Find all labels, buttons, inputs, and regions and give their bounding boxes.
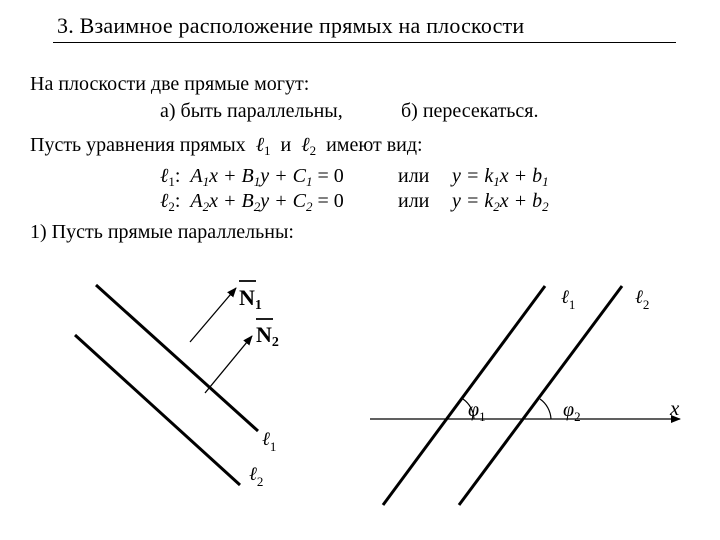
item-1-text: 1) Пусть прямые параллельны:: [30, 221, 294, 243]
slide-title: 3. Взаимное расположение прямых на плоскости: [57, 13, 525, 38]
intro-text: На плоскости две прямые могут:: [30, 73, 310, 95]
normal-vector-n2: [205, 336, 252, 393]
intersecting-axis-figure: [370, 286, 680, 505]
left-l1-label: ℓ$_1$: [262, 429, 277, 454]
case-b-text: б) пересекаться.: [401, 100, 539, 122]
general-equation-1: $A_1x + B_1y + C_1 = 0$: [190, 165, 344, 189]
slope-equation-2: $y = k_2x + b_2$: [452, 190, 549, 214]
general-equation-2: $A_2x + B_2y + C_2 = 0$: [190, 190, 344, 214]
equations-intro-start: Пусть уравнения прямых: [30, 134, 246, 156]
equations-intro-and: и: [280, 134, 292, 156]
right-l2-label: ℓ$_2$: [635, 287, 650, 312]
or-word-1: или: [398, 165, 430, 187]
normal-vector-n1: [190, 288, 236, 342]
equation-line-2: ℓ$_2$: $A_2x + B_2y + C_2 = 0$: [160, 190, 344, 214]
parallel-line-l2: [75, 335, 240, 485]
right-line-l1: [383, 286, 545, 505]
right-l1-label: ℓ$_1$: [561, 287, 576, 312]
right-line-l2: [459, 286, 622, 505]
slope-equation-1: $y = k_1x + b_1$: [452, 165, 549, 189]
n1-label: N1: [239, 285, 262, 313]
phi2-label: $\varphi_2$: [563, 399, 581, 424]
parallel-lines-figure: [75, 281, 279, 489]
or-word-2: или: [398, 190, 430, 212]
x-axis-label: x: [670, 396, 680, 420]
phi1-label: $\varphi_1$: [468, 399, 486, 424]
case-a-text: а) быть параллельны,: [160, 100, 343, 122]
line-l2-symbol: ℓ$_2$: [301, 134, 317, 158]
line-l1-symbol: ℓ$_1$: [255, 134, 271, 158]
angle-arc-2: [540, 399, 551, 419]
n2-label: N2: [256, 322, 279, 350]
equations-intro-end: имеют вид:: [326, 134, 423, 156]
left-l2-label: ℓ$_2$: [249, 464, 264, 489]
equation-line-1: ℓ$_1$: $A_1x + B_1y + C_1 = 0$: [160, 165, 344, 189]
